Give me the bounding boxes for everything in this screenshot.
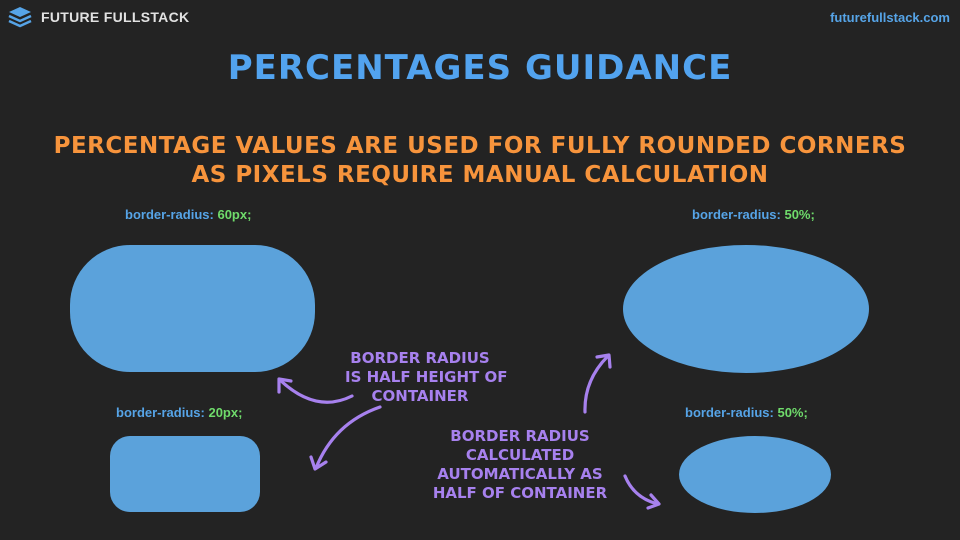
arrow-to-60px-box — [280, 380, 352, 402]
code-property: border-radius: — [125, 207, 214, 222]
code-value: 50%; — [777, 405, 808, 420]
page-title: PERCENTAGES GUIDANCE — [227, 48, 733, 88]
brand-name: FUTURE FULLSTACK — [41, 9, 190, 25]
arrow-to-20px-box — [316, 407, 380, 468]
code-value: 20px; — [208, 405, 243, 420]
site-url-link[interactable]: futurefullstack.com — [830, 10, 950, 25]
subtitle-line-2: AS PIXELS REQUIRE MANUAL CALCULATION — [191, 162, 769, 188]
code-property: border-radius: — [692, 207, 781, 222]
code-value: 50%; — [784, 207, 815, 222]
note-pixel-radius: BORDER RADIUS IS HALF HEIGHT OF CONTAINER — [345, 349, 508, 405]
code-property: border-radius: — [116, 405, 205, 420]
code-value: 60px; — [217, 207, 252, 222]
note-percent-radius: BORDER RADIUS CALCULATED AUTOMATICALLY AS HALF OF CONTAINER — [432, 427, 608, 502]
code-property: border-radius: — [685, 405, 774, 420]
arrow-to-50pct-small-box — [625, 476, 658, 504]
arrow-to-50pct-large-box — [585, 356, 608, 412]
subtitle-line-1: PERCENTAGE VALUES ARE USED FOR FULLY ROUNDED CORNERS — [53, 133, 907, 159]
